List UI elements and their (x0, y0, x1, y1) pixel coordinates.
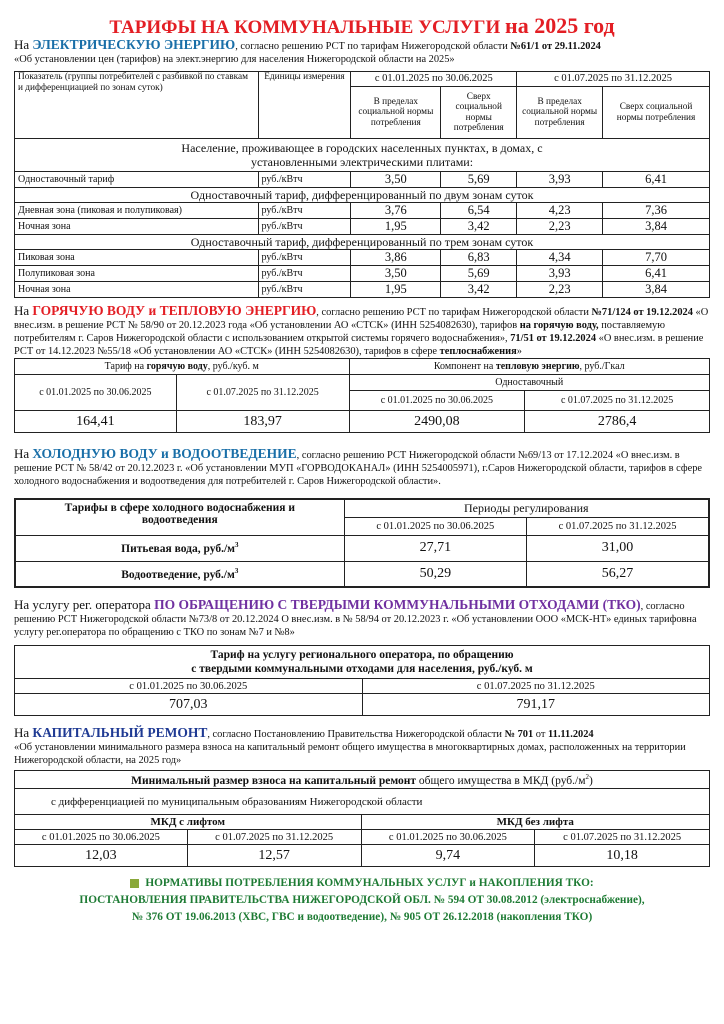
capital-table: Минимальный размер взноса на капитальный ремонт общего имущества в МКД $(руб./м^2)$ с дифференциацией по муниципальным образованиям Нижегородской области МКД с лифтом МКД без лифта с 01.01.2025 по 30.06.2025 с 01.07.2025 по 31.12.2025 с 01.01.2025 по 30.06.2025 с 01.07.2025 по 31.12.2025 12,03 12,57 9,74 10,18 (14, 770, 710, 867)
electric-row: Одноставочный тариф руб./кВтч 3,50 5,69 3,93 6,41 (15, 172, 710, 188)
waste-table: Тариф на услугу регионального оператора, по обращению с твердыми коммунальными отходами для населения, руб./куб. м с 01.01.2025 по 30.06.2025 с 01.07.2025 по 31.12.2025 707,03 791,17 (14, 645, 710, 716)
coldwater-table: Тарифы в сфере холодного водоснабжения и водоотведения Периоды регулирования с 01.01.2025 по 30.06.2025 с 01.07.2025 по 31.12.2025 Питьевая вода, $руб./м^3$ 27,71 31,00 Водоотведение, $руб./м^3$ 50,29 56,27 (14, 498, 710, 588)
coldwater-intro: На ХОЛОДНУЮ ВОДУ и ВОДООТВЕДЕНИЕ, согласно решению РСТ Нижегородской области №69/13 от 17.12.2024 «О внес.изм. в решение РСТ № 58/42 от 20.12.2023 г. «Об установлении МУП «ГОРВОДОКАНАЛ» (ИНН 5254005971), г.Саров Нижегородской области, тарифов в сфере холодного водоснабжения и водоотведения для потребителей г. Саров Нижегородской области». (14, 446, 702, 487)
coldwater-row: Питьевая вода, $руб./м^3$ 27,71 31,00 (15, 535, 709, 561)
waste-intro: На услугу рег. оператора ПО ОБРАЩЕНИЮ С ТВЕРДЫМИ КОММУНАЛЬНЫМИ ОТХОДАМИ (ТКО), согласно решению РСТ Нижегородской области №73/8 от 20.12.2024 О внес.изм. в № 58/94 от 20.12.2023 г. «Об установлении ООО «МСК-НТ» единых тарифовна услугу рег.оператора по обращению с ТКО по зонам №7 и №8» (14, 597, 697, 638)
coldwater-row: Водоотведение, $руб./м^3$ 50,29 56,27 (15, 561, 709, 587)
electric-row: Дневная зона (пиковая и полупиковая) руб./кВтч 3,76 6,54 4,23 7,36 (15, 203, 710, 219)
hotwater-intro: На ГОРЯЧУЮ ВОДУ и ТЕПЛОВУЮ ЭНЕРГИЮ, согласно решению РСТ по тарифам Нижегородской области №71/124 от 19.12.2024 «О внес.изм. в решение РСТ № 58/90 от 20.12.2023 года «Об установлении АО «СТСК» (ИНН 5254082630), тарифов на горячую воду, поставляемую потребителям г. Саров Нижегородской области с использованием открытой системы горячего водоснабжения», 71/51 от 19.12.2024 «О внес.изм. в решение РСТ от 14.12.2023 №55/18 «Об установлении АО «СТСК» (ИНН 5254082630), тарифов в сфере теплоснабжения» (14, 303, 709, 357)
page-title: ТАРИФЫ НА КОММУНАЛЬНЫЕ УСЛУГИ на 2025 год (109, 13, 615, 38)
hotwater-table: Тариф на горячую воду, руб./куб. м Компонент на тепловую энергию, руб./Гкал с 01.01.2025 по 30.06.2025 с 01.07.2025 по 31.12.2025 Одноставочный с 01.01.2025 по 30.06.2025 с 01.07.2025 по 31.12.2025 164,41 183,97 2490,08 2786,4 (14, 358, 710, 433)
electric-row: Пиковая зона руб./кВтч 3,86 6,83 4,34 7,70 (15, 250, 710, 266)
electric-row: Ночная зона руб./кВтч 1,95 3,42 2,23 3,84 (15, 219, 710, 235)
electric-row: Ночная зона руб./кВтч 1,95 3,42 2,23 3,84 (15, 282, 710, 298)
bullet-square-icon (130, 879, 139, 888)
electric-intro: На ЭЛЕКТРИЧЕСКУЮ ЭНЕРГИЮ, согласно решению РСТ по тарифам Нижегородской области №61/1 от 29.11.2024 «Об установлении цен (тарифов) на элект.энергию для населения Нижегородской области на 2025» (14, 37, 601, 65)
capital-intro: На КАПИТАЛЬНЫЙ РЕМОНТ, согласно Постановлению Правительства Нижегородской области № 701 от 11.11.2024 «Об установлении минимального размера взноса на капитальный ремонт общего имущества в многоквартирных домах, расположенных на территории Нижегородской области, на 2025 год» (14, 725, 686, 766)
footer-norms: НОРМАТИВЫ ПОТРЕБЛЕНИЯ КОММУНАЛЬНЫХ УСЛУГ и НАКОПЛЕНИЯ ТКО: ПОСТАНОВЛЕНИЯ ПРАВИТЕЛЬСТВА НИЖЕГОРОДСКОЙ ОБЛ. № 594 ОТ 30.08.2012 (электроснабжение), № 376 ОТ 19.06.2013 (ХВС, ГВС и водоотведение), № 905 ОТ 26.12.2018 (накопления ТКО) (79, 877, 645, 923)
electric-table: Показатель (группы потребителей с разбивкой по ставкам и дифференциацией по зонам суток) Единицы измерения с 01.01.2025 по 30.06.2025 с 01.07.2025 по 31.12.2025 В пределах социальной нормы потребления Сверх социальной нормы потребления В пределах социальной нормы потребления Сверх социальной нормы потребления Население, проживающее в городских населенных пунктах, в домах, с установленными электрическими плитами: Одноставочный тариф руб./кВтч 3,50 5,69 3,93 6,41 Одноставочный тариф, дифференцированный по двум зонам суток Дневная зона (пиковая и полупиковая) руб./кВтч 3,76 6,54 4,23 7,36 Ночная зона руб./кВтч 1,95 3,42 2,23 3,84 Одноставочный тариф, дифференцированный по трем зонам суток Пиковая зона руб./кВтч 3,86 6,83 4,34 7,70 Полупиковая зона руб./кВтч 3,50 5,69 3,93 6,41 Ночная зона руб./кВтч 1,95 3,42 2,23 3,84 (14, 71, 710, 298)
electric-row: Полупиковая зона руб./кВтч 3,50 5,69 3,93 6,41 (15, 266, 710, 282)
